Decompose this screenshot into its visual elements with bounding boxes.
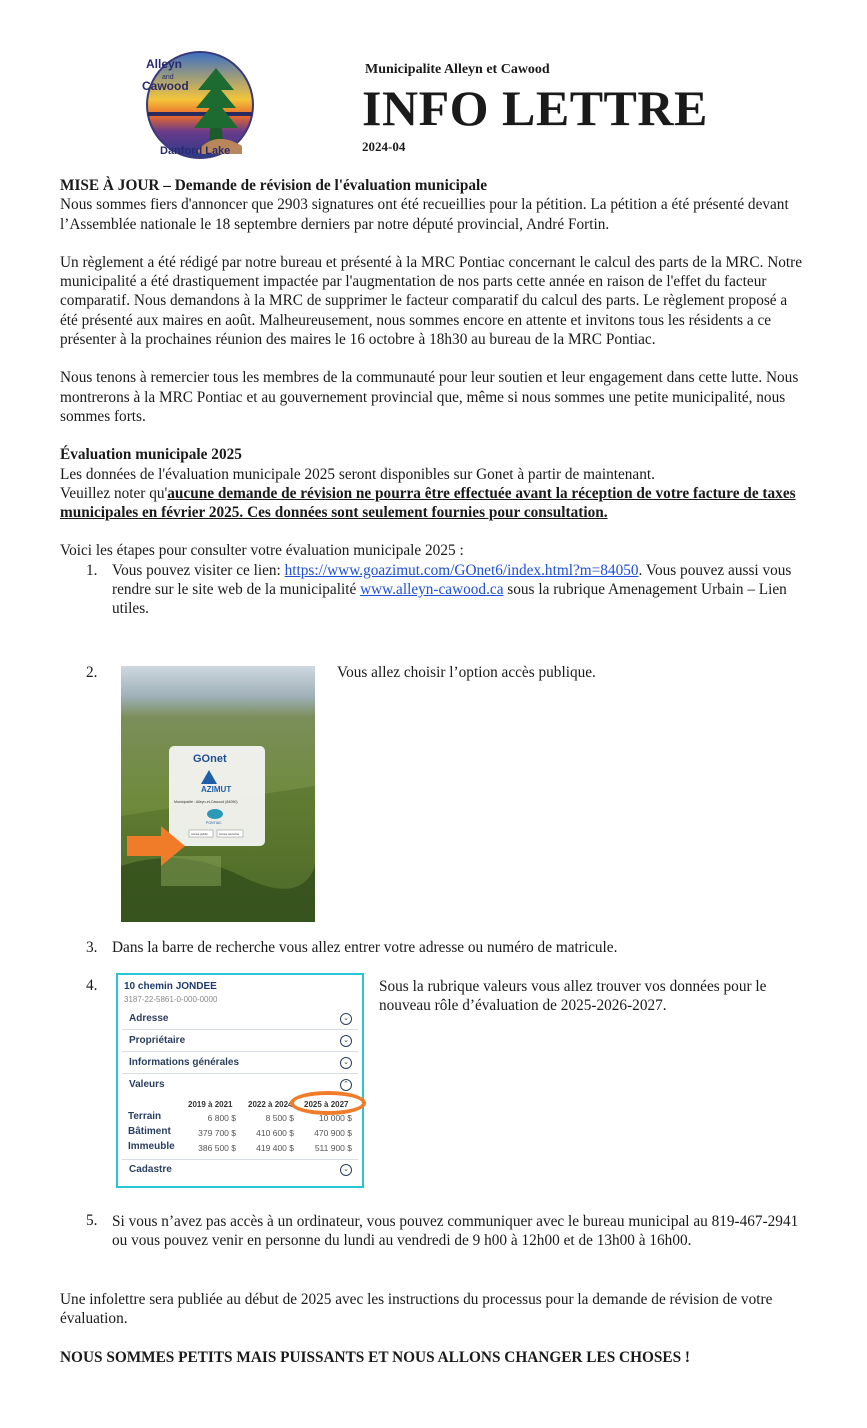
public-access-label: Accès public bbox=[191, 832, 208, 836]
terrain-2019: 6 800 $ bbox=[207, 1113, 236, 1123]
chevron-down-icon: ⌄ bbox=[340, 1013, 352, 1025]
row-proprietaire-label: Propriétaire bbox=[129, 1035, 186, 1046]
step-3-text: Dans la barre de recherche vous allez entrer votre adresse ou numéro de matricule. bbox=[112, 939, 618, 956]
logo-top-text: Alleyn bbox=[146, 57, 183, 71]
issue-date: 2024-04 bbox=[362, 139, 406, 154]
section1-paragraph-3: Nous tenons à remercier tous les membres de la communauté pour leur soutien et leur engagement dans cette lutte. Nous montrerons à la MRC Pontiac et au gouvernement provincial que, même si nous sommes une petite municipalité, nous sommes forts. bbox=[60, 369, 799, 425]
highlight-oval bbox=[290, 1091, 366, 1115]
gonet-screenshot bbox=[121, 666, 315, 922]
newsletter-body bbox=[60, 176, 808, 619]
logo-mid-text2: Cawood bbox=[142, 79, 189, 93]
row-informations-label: Informations générales bbox=[129, 1057, 240, 1068]
batiment-2019: 379 700 $ bbox=[198, 1128, 236, 1138]
section2-heading: Évaluation municipale 2025 bbox=[60, 446, 242, 464]
immeuble-2019: 386 500 $ bbox=[198, 1143, 236, 1153]
page-title: INFO LETTRE bbox=[362, 80, 708, 136]
batiment-2022: 410 600 $ bbox=[256, 1128, 294, 1138]
step-5-text: Si vous n’avez pas accès à un ordinateur, vous pouvez communiquer avec le bureau municipal au 819-467-2941 ou vous pouvez venir en personne du lundi au vendredi de 9 h00 à 12h00 et de 13h00 à 16h00. bbox=[112, 1213, 799, 1250]
row-cadastre[interactable] bbox=[122, 1159, 358, 1180]
step-4-number: 4. bbox=[86, 977, 98, 994]
property-address: 10 chemin JONDEE bbox=[124, 981, 217, 992]
step-3-number: 3. bbox=[86, 939, 98, 956]
section2-paragraph-2 bbox=[60, 484, 808, 523]
steps-intro: Voici les étapes pour consulter votre évaluation municipale 2025 : bbox=[60, 542, 464, 560]
row-informations[interactable] bbox=[122, 1053, 358, 1074]
row-adresse[interactable] bbox=[122, 1009, 358, 1030]
municipality-website-link[interactable]: www.alleyn-cawood.ca bbox=[360, 581, 504, 599]
gonet-municipality: Municipalité : Alleyn-et-Cawood (84050) bbox=[174, 800, 238, 804]
section1-heading: MISE À JOUR – Demande de révision de l'évaluation municipale bbox=[60, 177, 488, 194]
batiment-label: Bâtiment bbox=[128, 1126, 171, 1137]
slogan: NOUS SOMMES PETITS MAIS PUISSANTS ET NOUS ALLONS CHANGER LES CHOSES ! bbox=[60, 1349, 691, 1366]
row-adresse-label: Adresse bbox=[129, 1013, 169, 1024]
step-1-text-b: . Vous pouvez aussi vous rendre sur le site web de la municipalité bbox=[112, 561, 792, 599]
step-2-number: 2. bbox=[86, 664, 98, 681]
immeuble-2025: 511 900 $ bbox=[314, 1143, 352, 1153]
terrain-label: Terrain bbox=[128, 1111, 162, 1122]
property-matricule: 3187-22-5861-0-000-0000 bbox=[124, 995, 218, 1004]
azimut-brand: AZIMUT bbox=[201, 785, 232, 794]
row-valeurs-label: Valeurs bbox=[129, 1079, 165, 1090]
row-cadastre-label: Cadastre bbox=[129, 1164, 172, 1175]
gonet-brand: GOnet bbox=[193, 753, 227, 765]
valeurs-screenshot bbox=[116, 973, 364, 1188]
section2-paragraph-1: Les données de l'évaluation municipale 2025 seront disponibles sur Gonet à partir de maintenant. bbox=[60, 465, 655, 483]
step-1-text-a: Vous pouvez visiter ce lien: bbox=[112, 561, 285, 579]
step-5-number: 5. bbox=[86, 1212, 98, 1229]
logo-mid-text: and bbox=[162, 74, 174, 81]
terrain-2022: 8 500 $ bbox=[265, 1113, 294, 1123]
chevron-up-icon: ⌃ bbox=[340, 1079, 352, 1091]
col-2022: 2022 à 2024 bbox=[248, 1100, 293, 1109]
chevron-down-icon: ⌄ bbox=[340, 1164, 352, 1176]
step-1-number: 1. bbox=[86, 561, 98, 579]
section1-paragraph-2: Un règlement a été rédigé par notre bureau et présenté à la MRC Pontiac concernant le calcul des parts de la MRC. Notre municipalité a été drastiquement impactée par l'augmentation de nos parts cette année en raison de l'effet du facteur comparatif. Nous demandons à la MRC de supprimer le facteur comparatif du calcul des parts. Le règlement proposé a été présenté aux maires en août. Malheureusement, nous sommes encore en attente et invitons tous les résidents a ce présenter à la prochaines réunion des maires le 16 octobre à 18h30 au bureau de la MRC Pontiac. bbox=[60, 253, 803, 349]
municipal-logo bbox=[138, 50, 262, 160]
notice-prefix: Veuillez noter qu' bbox=[60, 484, 168, 502]
step-4-text: Sous la rubrique valeurs vous allez trouver vos données pour le nouveau rôle d’évaluation de 2025-2026-2027. bbox=[379, 978, 767, 1015]
step-1-text-c: sous la rubrique Amenagement Urbain – Lien utiles. bbox=[112, 581, 787, 618]
batiment-2025: 470 900 $ bbox=[314, 1128, 352, 1138]
step-1 bbox=[60, 561, 808, 619]
closing-paragraph: Une infolettre sera publiée au début de 2025 avec les instructions du processus pour la demande de révision de votre évaluation. bbox=[60, 1291, 773, 1328]
section1-paragraph-1: Nous sommes fiers d'annoncer que 2903 signatures ont été recueillies pour la pétition. La pétition a été présenté devant l’Assemblée nationale le 18 septembre derniers par notre député provincial, André Fortin. bbox=[60, 196, 789, 233]
notice-warning: aucune demande de révision ne pourra être effectuée avant la réception de votre facture de taxes municipales en février 2025. Ces données sont seulement fournies pour consultation. bbox=[60, 484, 796, 522]
immeuble-label: Immeuble bbox=[128, 1141, 175, 1152]
col-2025: 2025 à 2027 bbox=[304, 1100, 349, 1109]
municipality-name: Municipalite Alleyn et Cawood bbox=[365, 62, 550, 77]
chevron-down-icon: ⌄ bbox=[340, 1035, 352, 1047]
col-2019: 2019 à 2021 bbox=[188, 1100, 233, 1109]
secure-access-label: Accès sécurisé bbox=[219, 832, 240, 836]
terrain-2025: 10 000 $ bbox=[318, 1113, 352, 1123]
chevron-down-icon: ⌄ bbox=[340, 1057, 352, 1069]
row-proprietaire[interactable] bbox=[122, 1031, 358, 1052]
step-2-text: Vous allez choisir l’option accès publique. bbox=[337, 664, 596, 681]
gonet-link[interactable]: https://www.goazimut.com/GOnet6/index.html?m=84050 bbox=[284, 561, 639, 579]
logo-bottom-text: Danford Lake bbox=[160, 145, 231, 157]
immeuble-2022: 419 400 $ bbox=[256, 1143, 294, 1153]
pontiac-label: PONTIAC bbox=[206, 821, 222, 825]
